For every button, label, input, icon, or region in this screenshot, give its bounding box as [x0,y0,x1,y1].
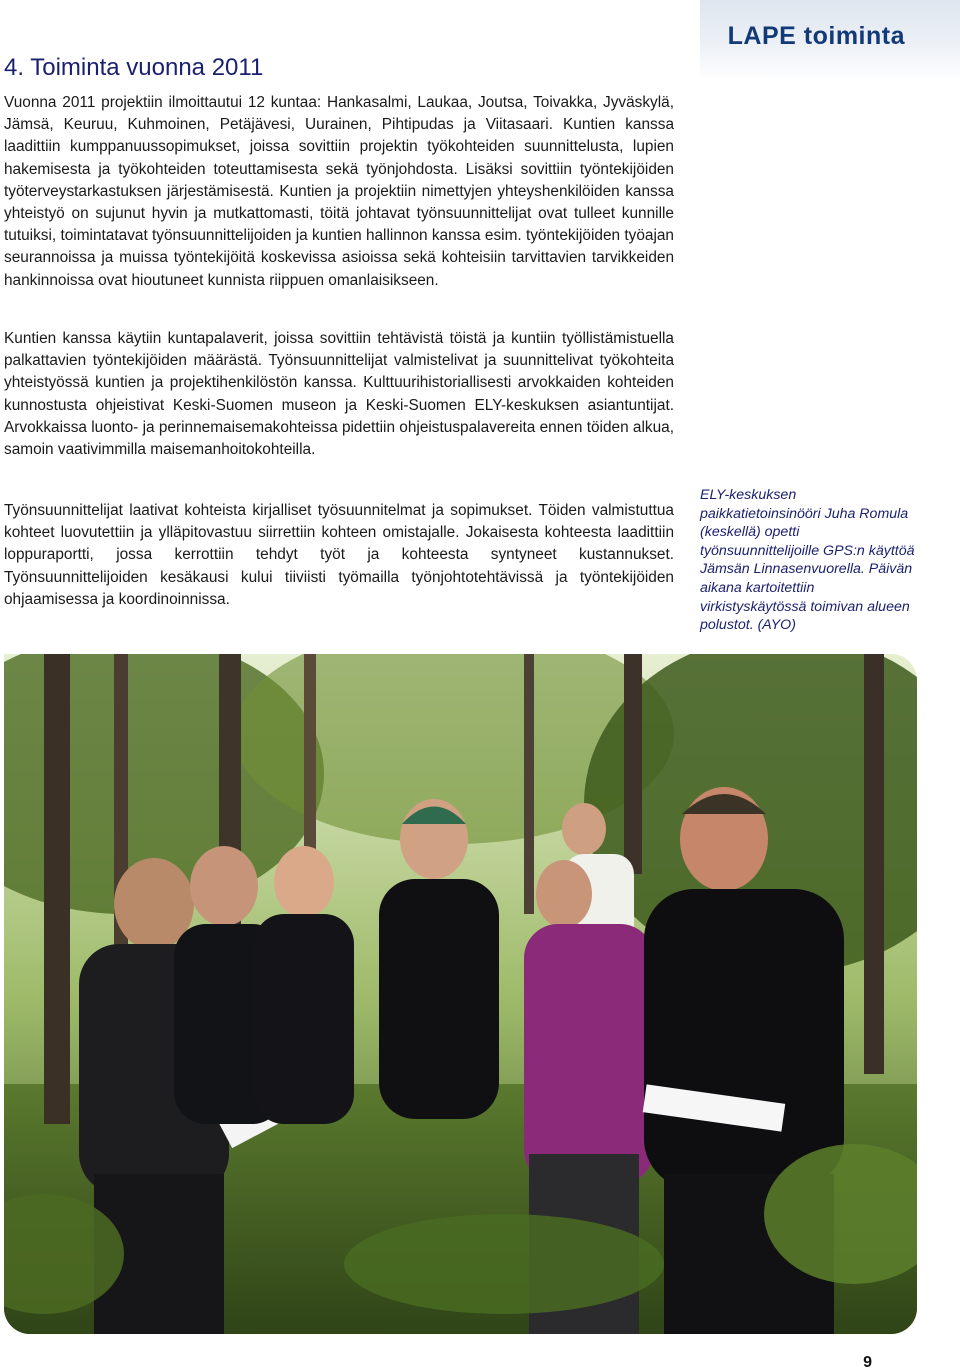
photo-caption: ELY-keskuksen paikkatietoinsinööri Juha Romula (keskellä) opetti työnsuunnittelijoille GPS:n käyttöä Jämsän Linnasenvuorella. Päivän aikana kartoitettiin virkistyskäytössä toimivan alueen polustot. (AYO) [700,487,915,634]
page-number: 9 [863,1354,872,1371]
section-title: 4. Toiminta vuonna 2011 [4,54,264,81]
paragraph-1: Vuonna 2011 projektiin ilmoittautui 12 kuntaa: Hankasalmi, Laukaa, Joutsa, Toivakka, Jyväskylä, Jämsä, Keuruu, Kuhmoinen, Petäjävesi, Uurainen, Pihtipudas ja Viitasaari. Kuntien kanssa laadittiin kumppanuussopimukset, joissa sovittiin projektin työkohteiden suunnittelusta, lupien hakemisesta ja työkohteiden toteuttamisesta sekä työnjohdosta. Lisäksi sovittiin työntekijöiden työterveystarkastuksen järjestämisestä. Kuntien ja projektiin nimettyjen yhteyshenkilöiden kanssa yhteistyö on sujunut hyvin ja mutkattomasti, töitä johtavat työnsuunnittelijat ovat tulleet kunnille tutuiksi, toimintatavat työnsuunnittelijoiden ja kuntien hallinnon kanssa esim. työntekijöiden työajan seurannoissa ja muissa työntekijöitä koskevissa asioissa sekä kohteisiin tarvittavien tarvikkeiden hankinnoissa ovat hioutuneet kunnista riippuen omanlaisikseen. [4,94,674,289]
paragraph-2: Kuntien kanssa käytiin kuntapalaverit, joissa sovittiin tehtävistä töistä ja kuntiin työllistämistuella palkattavien työntekijöiden määrästä. Työnsuunnittelijat valmistelivat ja suunnittelivat työkohteita yhteistyössä kuntien ja projektihenkilöstön kanssa. Kulttuurihistoriallisesti arvokkaiden kohteiden kunnostusta ohjeistivat Keski-Suomen museon ja Keski-Suomen ELY-keskuksen asiantuntijat. Arvokkaissa luonto- ja perinnemaisemakohteissa pidettiin ohjeistuspalavereita ennen töiden alkua, samoin vaativimmilla maisemanhoitokohteilla. [4,330,674,459]
forest-group-photo [4,654,917,1334]
paragraph-3: Työnsuunnittelijat laativat kohteista kirjalliset työsuunnitelmat ja sopimukset. Töiden valmistuttua kohteet luovutettiin ja ylläpitovastuu siirrettiin kohteen omistajalle. Jokaisesta kohteesta laadittiin loppuraportti, jossa kerrottiin tehdyt työt ja kohteesta syntyneet kustannukset. Työnsuunnittelijoiden kesäkausi kului tiiviisti työmailla työnjohtotehtävissä ja työntekijöiden ohjaamisessa ja koordinoinnissa. [4,502,674,608]
brand-label: LAPE toiminta [727,22,905,50]
photo-illustration [4,654,917,1334]
